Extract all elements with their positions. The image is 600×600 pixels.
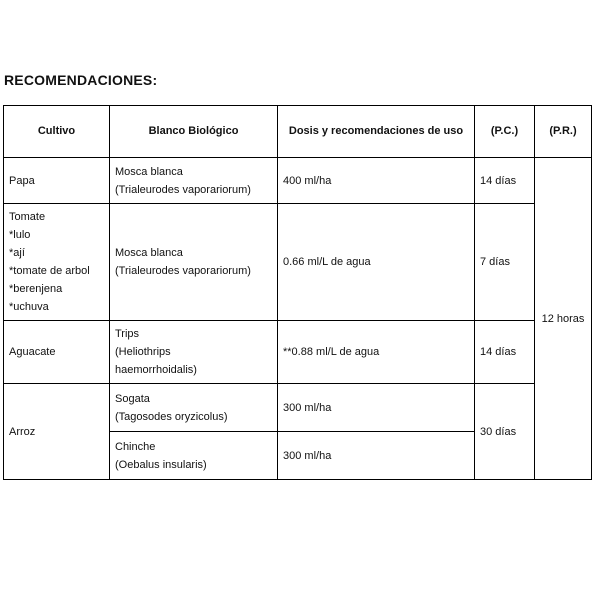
cultivo-line: *ají — [9, 247, 25, 259]
cultivo-line: Tomate — [9, 211, 46, 223]
cell-blanco — [110, 384, 278, 432]
recommendations-table — [3, 105, 592, 480]
cell-blanco — [110, 158, 278, 204]
cell-dosis: 300 ml/ha — [278, 384, 475, 432]
table-header-row — [4, 106, 592, 158]
section-heading: RECOMENDACIONES: — [4, 72, 158, 88]
blanco-name: Chinche — [115, 440, 156, 453]
cell-pc: 30 días — [475, 384, 535, 480]
cell-dosis: 300 ml/ha — [278, 432, 475, 480]
blanco-name: Mosca blanca — [115, 247, 183, 259]
header-pc: (P.C.) — [475, 106, 535, 158]
cell-cultivo: Papa — [4, 158, 110, 204]
header-cultivo: Cultivo — [4, 106, 110, 158]
table-row — [4, 384, 592, 432]
cell-dosis: 0.66 ml/L de agua — [278, 204, 475, 321]
cell-blanco — [110, 321, 278, 384]
blanco-scientific: (Trialeurodes vaporariorum) — [115, 265, 251, 277]
cultivo-line: *tomate de arbol — [9, 265, 90, 277]
cell-blanco — [110, 432, 278, 480]
cell-pr: 12 horas — [535, 158, 592, 480]
blanco-name: Sogata — [115, 392, 150, 405]
blanco-name: Trips — [115, 328, 140, 340]
cell-dosis: 400 ml/ha — [278, 158, 475, 204]
cell-pc: 7 días — [475, 204, 535, 321]
cultivo-line: *uchuva — [9, 301, 49, 313]
cell-dosis: **0.88 ml/L de agua — [278, 321, 475, 384]
cell-blanco — [110, 204, 278, 321]
blanco-scientific: (Oebalus insularis) — [115, 458, 207, 471]
table-row — [4, 158, 592, 204]
cell-cultivo — [4, 204, 110, 321]
cell-pc: 14 días — [475, 321, 535, 384]
table-row — [4, 321, 592, 384]
blanco-scientific: (Tagosodes oryzicolus) — [115, 410, 228, 423]
cultivo-line: *lulo — [9, 229, 31, 241]
table-row — [4, 204, 592, 321]
cell-cultivo: Arroz — [4, 384, 110, 480]
cell-cultivo: Aguacate — [4, 321, 110, 384]
header-pr: (P.R.) — [535, 106, 592, 158]
header-dosis: Dosis y recomendaciones de uso — [278, 106, 475, 158]
blanco-name: Mosca blanca — [115, 165, 183, 178]
cell-pc: 14 días — [475, 158, 535, 204]
blanco-scientific: haemorrhoidalis) — [115, 364, 197, 376]
header-blanco-biologico: Blanco Biológico — [110, 106, 278, 158]
blanco-scientific: (Trialeurodes vaporariorum) — [115, 183, 251, 196]
blanco-scientific: (Heliothrips — [115, 346, 171, 358]
cultivo-line: *berenjena — [9, 283, 63, 295]
